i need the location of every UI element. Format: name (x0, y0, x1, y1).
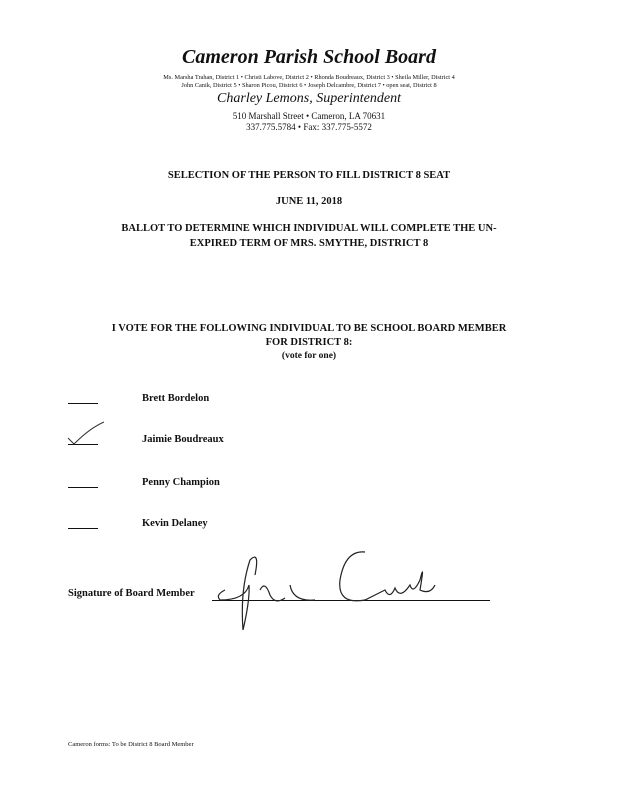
ballot-line-2: EXPIRED TERM OF MRS. SMYTHE, DISTRICT 8 (189, 238, 429, 249)
members-line-2: John Canik, District 5 • Sharon Picou, District 6 • Joseph Delcambre, District 7 • open seat, District 8 (181, 82, 437, 89)
candidate-row[interactable] (68, 434, 368, 450)
phone: 337.775.5784 • Fax: 337.775-5572 (246, 122, 372, 132)
candidate-name: Brett Bordelon (142, 393, 210, 404)
candidate-name: Penny Champion (142, 477, 220, 488)
vote-line-1: I VOTE FOR THE FOLLOWING INDIVIDUAL TO BE SCHOOL BOARD MEMBER (111, 323, 507, 334)
checkmark-icon (60, 420, 110, 446)
candidate-name: Jaimie Boudreaux (142, 434, 224, 445)
vote-note: (vote for one) (281, 351, 337, 361)
ballot-line-1: BALLOT TO DETERMINE WHICH INDIVIDUAL WILL COMPLETE THE UN- (121, 223, 497, 234)
vote-line[interactable] (68, 487, 98, 488)
handwritten-signature (215, 540, 445, 640)
address: 510 Marshall Street • Cameron, LA 70631 (232, 111, 386, 121)
vote-line-2: FOR DISTRICT 8: (265, 337, 353, 348)
board-title: Cameron Parish School Board (182, 46, 436, 68)
candidate-row[interactable] (68, 477, 368, 493)
members-line-1: Ms. Marsha Trahan, District 1 • Christi Labove, District 2 • Rhonda Boudreaux, District 3 • Sheila Miller, District 4 (163, 74, 455, 81)
vote-line[interactable] (68, 403, 98, 404)
footer: Cameron forms: To be District 8 Board Member (68, 741, 194, 748)
heading: SELECTION OF THE PERSON TO FILL DISTRICT 8 SEAT (167, 170, 451, 181)
date: JUNE 11, 2018 (275, 196, 343, 207)
candidate-name: Kevin Delaney (142, 518, 208, 529)
superintendent: Charley Lemons, Superintendent (217, 91, 401, 106)
vote-line[interactable] (68, 528, 98, 529)
candidate-row[interactable] (68, 393, 368, 409)
candidate-row[interactable] (68, 518, 368, 534)
signature-label: Signature of Board Member (68, 588, 195, 599)
